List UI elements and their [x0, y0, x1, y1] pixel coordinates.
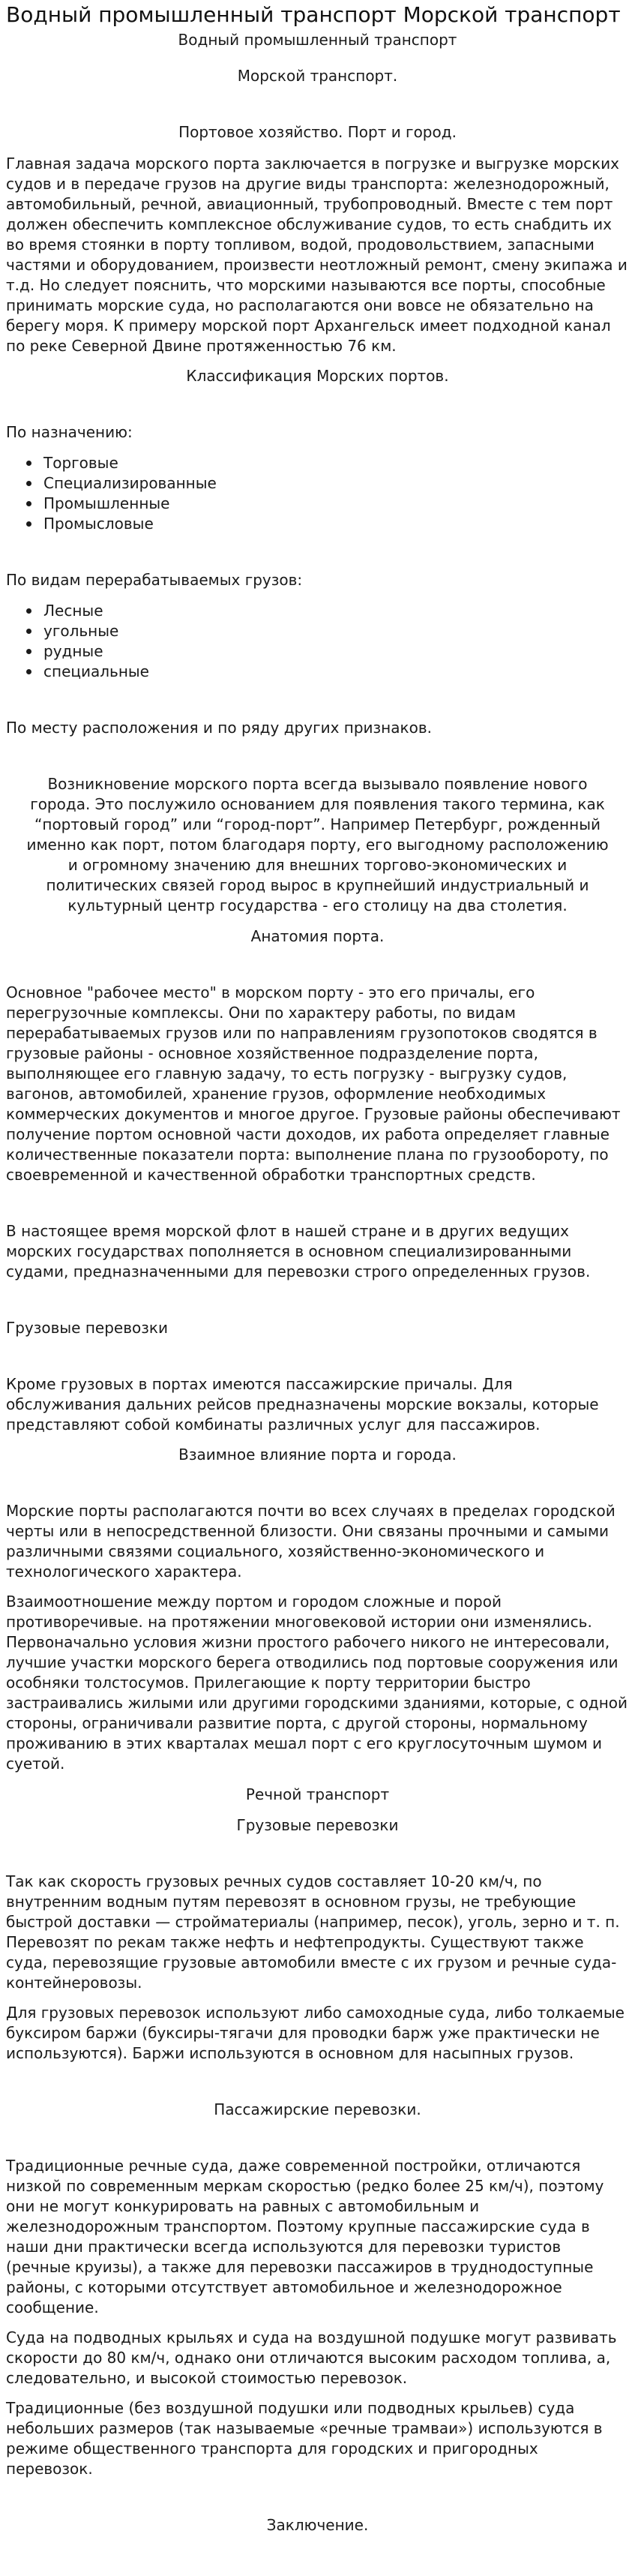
paragraph-berths: Основное "рабочее место" в морском порту - это его причалы, его перегрузочные комплексы. Они по характеру работы, по видам перерабатываемых грузов или по направлениям грузопотоков сводятся в грузовые районы - основное хозяйственное подразделение порта, выполняющее его главную задачу, то есть погрузку - выгрузку судов, вагонов, автомобилей, хранение грузов, оформление необходимых коммерческих документов и многое другое. Грузовые районы обеспечивают получение портом основной части доходов, их работа определяет главные количественные показатели порта: выполнение плана по грузообороту, по своевременной и качественной обработки транспортных средств. [6, 983, 621, 1184]
paragraph-specialized-fleet: В настоящее время морской флот в нашей стране и в других ведущих морских государствах пополняется в основном специализированными судами, предназначенными для перевозки строго определенных грузов. [6, 1222, 591, 1280]
paragraph-by-cargo-type: По видам перерабатываемых грузов: [6, 571, 303, 589]
heading-port-classification: Классификация Морских портов. [186, 367, 449, 385]
paragraph-port-city: Возникновение морского порта всегда вызывало появление нового города. Это послужило основанием для появления такого термина, как “портовый город” или “город-порт”. Например Петербург, рожденный именно как порт, потом благодаря порту, его выгодному расположению и огромному значению для внешних торгово-экономических и политических связей город вырос в крупнейший индустриальный и культурный центр государства - его столицу на два столетия. [26, 775, 609, 914]
paragraph-cargo-transport: Грузовые перевозки [6, 1319, 168, 1337]
list-item: рудные [43, 641, 635, 662]
heading-river-transport: Речной транспорт [245, 1785, 390, 1803]
paragraph-port-main-task: Главная задача морского порта заключается в погрузке и выгрузке морских судов и в передаче грузов на другие виды транспорта: железнодорожный, автомобильный, речной, авиационный, трубопроводный. Вместе с тем порт должен обеспечить комплексное обслуживание судов, то есть снабдить их во время стоянки в порту топливом, водой, продовольствием, запасными частями и оборудованием, произвести неотложный ремонт, смену экипажа и т.д. Но следует пояснить, что морскими называются все порты, способные принимать морские суда, но располагаются они вовсе не обязательно на берегу моря. К примеру морской порт Архангельск имеет подходной канал по реке Северной Двине протяженностью 76 км. [6, 155, 628, 355]
heading-port-city-influence: Взаимное влияние порта и города. [178, 1446, 457, 1464]
paragraph-by-location: По месту расположения и по ряду других признаков. [6, 719, 432, 737]
heading-port-economy: Портовое хозяйство. Порт и город. [178, 123, 457, 141]
page-title: Водный промышленный транспорт Морской транспорт [6, 2, 621, 27]
paragraph-river-cargo-speed: Так как скорость грузовых речных судов составляет 10-20 км/ч, по внутренним водным путям перевозят в основном грузы, не требующие быстрой доставки — стройматериалы (например, песок), уголь, зерно и т. п. Перевозят по рекам также нефть и нефтепродукты. Существуют также суда, перевозящие грузовые автомобили вместе с их грузом и речные суда-контейнеровозы. [6, 1872, 620, 1992]
heading-conclusion: Заключение. [266, 2516, 369, 2534]
list-item: Специализированные [43, 473, 635, 494]
list-by-cargo-type [0, 601, 635, 682]
paragraph-port-location: Морские порты располагаются почти во всех случаях в пределах городской черты или в непосредственной близости. Они связаны прочными и самыми различными связями социального, хозяйственно-экономического и технологического характера. [6, 1502, 616, 1581]
heading-river-cargo: Грузовые перевозки [236, 1816, 399, 1834]
heading-passenger-transport: Пассажирские перевозки. [214, 2100, 421, 2118]
list-by-purpose [0, 453, 635, 534]
paragraph-by-purpose: По назначению: [6, 423, 133, 441]
list-item: Лесные [43, 601, 635, 621]
list-item: Торговые [43, 453, 635, 473]
heading-water-transport: Водный промышленный транспорт [178, 31, 457, 49]
list-item: Промышленные [43, 494, 635, 514]
paragraph-hydrofoils: Суда на подводных крыльях и суда на воздушной подушке могут развивать скорости до 80 км/ч, однако они отличаются высоким расходом топлива, а, следовательно, и высокой стоимостью перевозок. [6, 2328, 617, 2387]
paragraph-passenger-berths: Кроме грузовых в портах имеются пассажирские причалы. Для обслуживания дальних рейсов предназначены морские вокзалы, которые представляют собой комбинаты различных услуг для пассажиров. [6, 1375, 599, 1434]
list-item: угольные [43, 621, 635, 641]
list-item: специальные [43, 662, 635, 682]
paragraph-river-trams: Традиционные (без воздушной подушки или подводных крыльев) суда небольших размеров (так называемые «речные трамваи») используются в режиме общественного транспорта для городских и пригородных перевозок. [6, 2399, 603, 2478]
heading-sea-transport: Морской транспорт. [237, 67, 398, 85]
list-item: Промысловые [43, 514, 635, 534]
heading-port-anatomy: Анатомия порта. [250, 927, 385, 945]
paragraph-port-city-relations: Взаимоотношение между портом и городом сложные и порой противоречивые. на протяжении многовековой истории они изменялись. Первоначально условия жизни простого рабочего никого не интересовали, лучшие участки морского берега отводились под портовые сооружения или особняки толстосумов. Прилегающие к порту территории быстро застраивались жилыми или другими городскими зданиями, которые, с одной стороны, ограничивали развитие порта, с другой стороны, нормальному проживанию в этих кварталах мешал порт с его круглосуточным шумом и суетой. [6, 1593, 628, 1773]
paragraph-river-passenger-ships: Традиционные речные суда, даже современной постройки, отличаются низкой по современным меркам скоростью (редко более 25 км/ч), поэтому они не могут конкурировать на равных с автомобильным и железнодорожным транспортом. Поэтому крупные пассажирские суда в наши дни практически всегда используются для перевозки туристов (речные круизы), а также для перевозки пассажиров в труднодоступные районы, с которыми отсутствует автомобильное и железнодорожное сообщение. [6, 2157, 604, 2316]
paragraph-river-barges: Для грузовых перевозок используют либо самоходные суда, либо толкаемые буксиром баржи (буксиры-тягачи для проводки барж уже практически не используются). Баржи используются в основном для насыпных грузов. [6, 2004, 625, 2062]
